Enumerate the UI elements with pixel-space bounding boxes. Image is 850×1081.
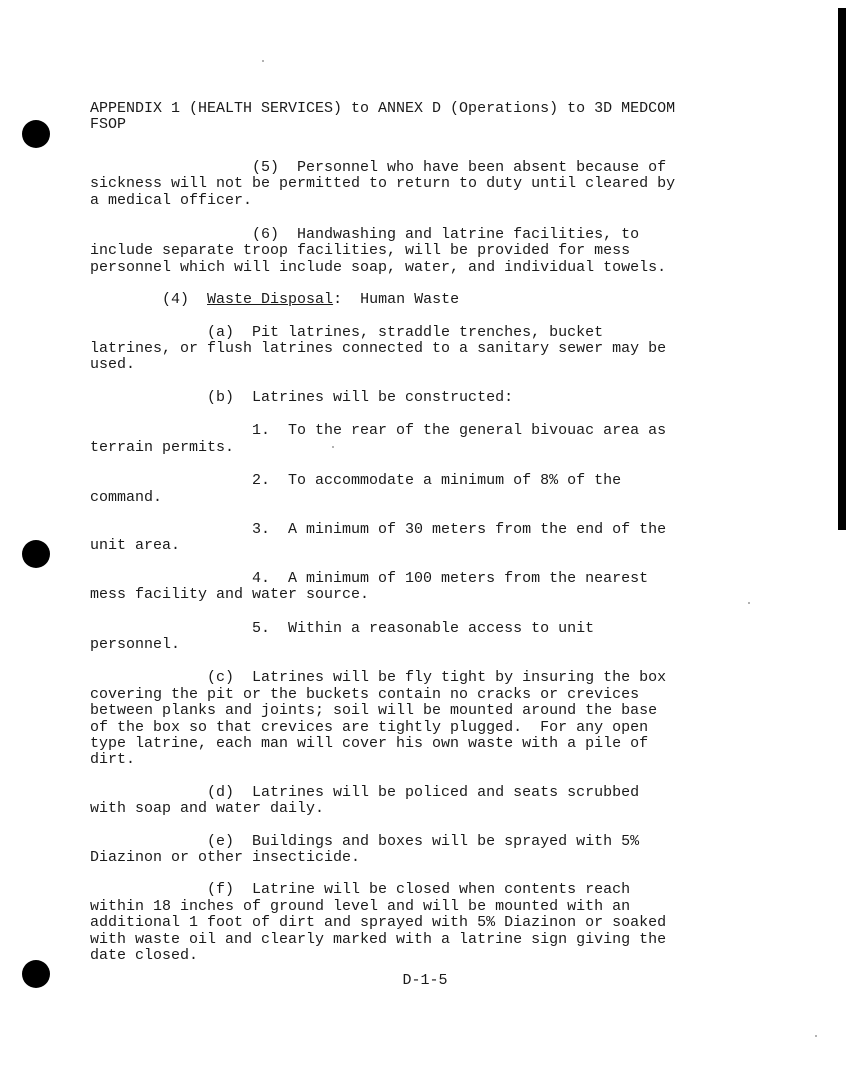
item-c-line: between planks and joints; soil will be mounted around the base: [90, 702, 658, 720]
section-4-heading: [90, 292, 750, 308]
item-b-line: (b) Latrines will be constructed:: [90, 388, 514, 406]
item-b-5-line: personnel.: [90, 635, 181, 653]
paragraph-5-line: (5) Personnel who have been absent because of: [90, 158, 667, 176]
heading-line: APPENDIX 1 (HEALTH SERVICES) to ANNEX D (Operations) to 3D MEDCOM: [90, 100, 676, 117]
item-f-line: additional 1 foot of dirt and sprayed with 5% Diazinon or soaked: [90, 914, 667, 932]
item-b-1-line: terrain permits.: [90, 438, 235, 456]
paragraph-5-line: a medical officer.: [90, 191, 253, 209]
item-b-3-line: 3. A minimum of 30 meters from the end of the: [90, 520, 667, 538]
section-4-prefix: (4): [90, 291, 208, 309]
scan-speck: [262, 60, 264, 62]
item-a-line: used.: [90, 356, 136, 374]
item-e-line: (e) Buildings and boxes will be sprayed with 5%: [90, 832, 640, 850]
item-d-line: (d) Latrines will be policed and seats scrubbed: [90, 783, 640, 801]
item-b-4-line: mess facility and water source.: [90, 586, 370, 604]
item-b-3-line: unit area.: [90, 537, 181, 555]
item-f-line: with waste oil and clearly marked with a latrine sign giving the: [90, 930, 667, 948]
item-a-line: (a) Pit latrines, straddle trenches, bucket: [90, 323, 604, 341]
item-c-line: type latrine, each man will cover his own waste with a pile of: [90, 734, 649, 752]
section-4-title: Waste Disposal: [207, 291, 334, 309]
item-e-line: Diazinon or other insecticide.: [90, 849, 361, 866]
paragraph-5-line: sickness will not be permitted to return to duty until cleared by: [90, 175, 676, 193]
paragraph-6-line: (6) Handwashing and latrine facilities, to: [90, 226, 640, 244]
section-4-suffix: : Human Waste: [333, 291, 460, 309]
item-b-5-line: 5. Within a reasonable access to unit: [90, 619, 595, 637]
item-b-2-line: command.: [90, 488, 163, 506]
scan-edge-bar: [838, 8, 846, 530]
item-b-2-line: 2. To accommodate a minimum of 8% of the: [90, 472, 622, 490]
item-b-1-line: 1. To the rear of the general bivouac area as: [90, 422, 667, 440]
scan-speck: [815, 1035, 817, 1037]
item-f-line: (f) Latrine will be closed when contents reach: [90, 881, 631, 899]
punch-hole-middle: [22, 540, 50, 568]
item-a-line: latrines, or flush latrines connected to a sanitary sewer may be: [90, 340, 667, 358]
document-body: [90, 101, 750, 964]
page-number: D-1-5: [402, 972, 448, 989]
punch-hole-top: [22, 120, 50, 148]
paragraph-6-line: personnel which will include soap, water, and individual towels.: [90, 258, 667, 276]
item-b-4-line: 4. A minimum of 100 meters from the nearest: [90, 569, 649, 587]
item-f-line: date closed.: [90, 947, 199, 965]
item-f-line: within 18 inches of ground level and will be mounted with an: [90, 897, 631, 915]
item-c-line: covering the pit or the buckets contain no cracks or crevices: [90, 685, 640, 703]
item-d-line: with soap and water daily.: [90, 800, 325, 818]
heading-line: FSOP: [90, 116, 127, 134]
item-c-line: dirt.: [90, 751, 136, 769]
item-c-line: (c) Latrines will be fly tight by insuring the box: [90, 669, 667, 687]
item-c-line: of the box so that crevices are tightly plugged. For any open: [90, 718, 649, 736]
paragraph-6-line: include separate troop facilities, will be provided for mess: [90, 242, 631, 260]
